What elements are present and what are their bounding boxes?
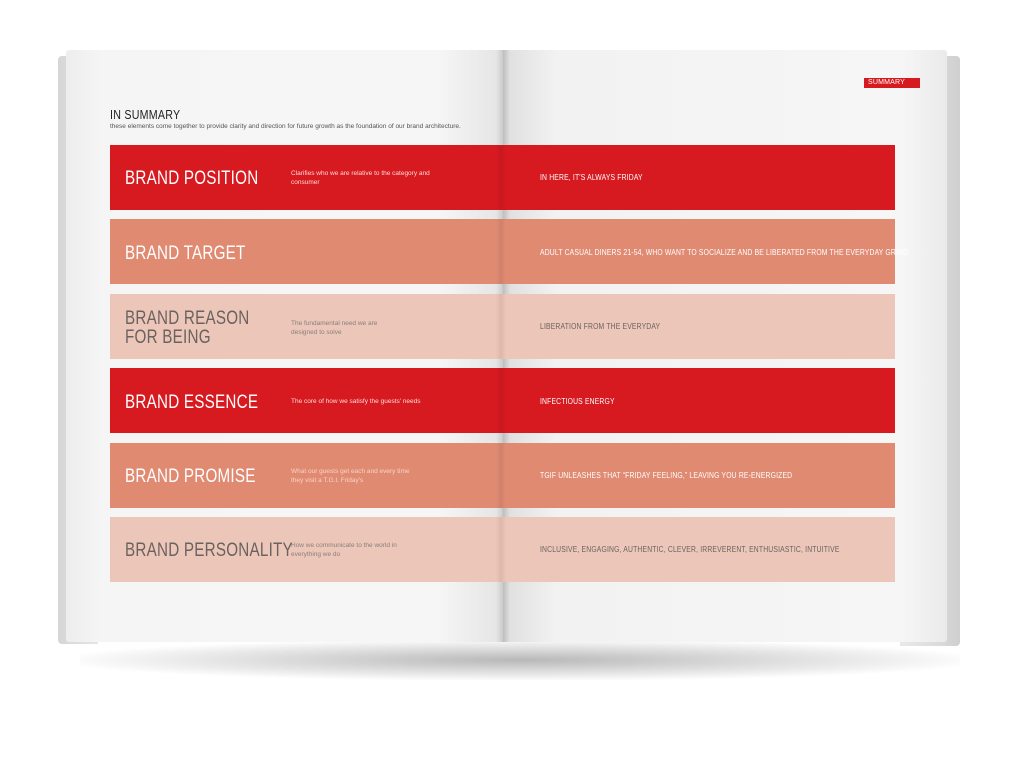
gutter-seam [496,443,506,508]
summary-row [110,294,895,359]
summary-row [110,517,895,582]
row-value: ADULT CASUAL DINERS 21-54, WHO WANT TO SOCIALIZE AND BE LIBERATED FROM THE EVERYDAY GRIND [540,248,909,257]
gutter-seam [496,219,506,284]
row-label: BRAND PROMISE [125,466,256,487]
row-label: BRAND REASON FOR BEING [125,308,250,348]
row-label: BRAND ESSENCE [125,392,259,413]
gutter-seam [496,517,506,582]
book-shadow [80,640,960,680]
page-title: IN SUMMARY [110,107,181,122]
page-subtitle: these elements come together to provide clarity and direction for future growth as the foundation of our brand architecture. [110,123,461,130]
row-value: TGIF UNLEASHES THAT “FRIDAY FEELING,” LEAVING YOU RE-ENERGIZED [540,471,793,480]
row-description: How we communicate to the world in everything we do [291,542,397,558]
row-description: The core of how we satisfy the guests' needs [291,398,421,405]
summary-row [110,368,895,433]
row-value: INFECTIOUS ENERGY [540,397,615,406]
row-label: BRAND TARGET [125,243,246,264]
gutter-seam [496,145,506,210]
row-value: INCLUSIVE, ENGAGING, AUTHENTIC, CLEVER, IRREVERENT, ENTHUSIASTIC, INTUITIVE [540,545,840,554]
row-description: Clarifies who we are relative to the category and consumer [291,170,430,186]
row-label: BRAND PERSONALITY [125,540,293,561]
row-description: What our guests get each and every time they visit a T.G.I. Friday's [291,468,410,484]
section-tab: SUMMARY [864,78,920,88]
summary-row [110,145,895,210]
row-label: BRAND POSITION [125,168,259,189]
row-value: LIBERATION FROM THE EVERYDAY [540,322,661,331]
gutter-seam [496,294,506,359]
summary-row [110,443,895,508]
row-description: The fundamental need we are designed to solve [291,320,378,336]
row-value: IN HERE, IT'S ALWAYS FRIDAY [540,173,643,182]
summary-row [110,219,909,284]
gutter-seam [496,368,506,433]
